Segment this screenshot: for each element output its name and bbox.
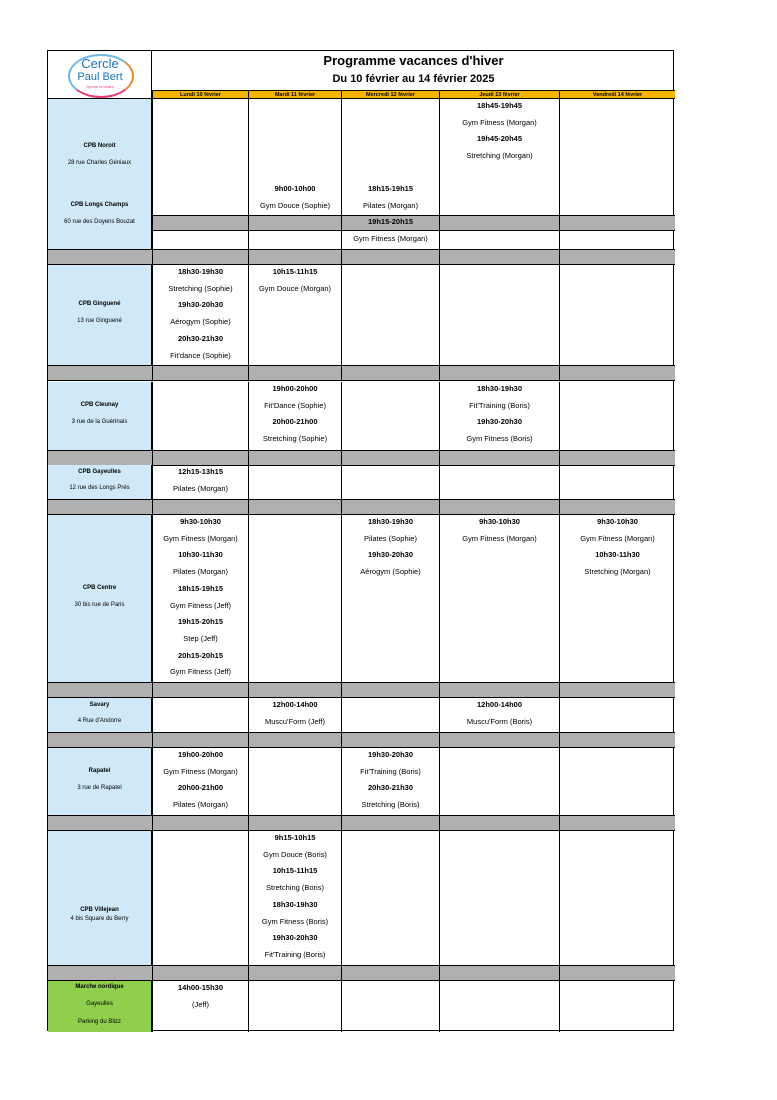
session-activity: Aérogym (Sophie) — [170, 317, 231, 327]
schedule-cell — [248, 748, 341, 815]
session-activity: Muscu'Form (Jeff) — [264, 716, 326, 726]
session-activity: Muscu'Form (Boris) — [466, 716, 533, 726]
session-activity: Pilates (Morgan) — [172, 483, 229, 493]
session-activity: Fit'Training (Boris) — [360, 766, 421, 776]
session-time: 9h30-10h30 — [597, 517, 638, 526]
location-address: 4 bis Square du Berry — [70, 916, 129, 923]
session-time: 18h30-19h30 — [476, 384, 523, 393]
location-name: CPB Villejean — [80, 907, 119, 914]
schedule-cell — [341, 698, 439, 732]
session-activity: Step (Jeff) — [183, 633, 218, 643]
session-time: 19h15-20h15 — [367, 217, 414, 227]
day-header: Mardi 11 février — [248, 90, 341, 99]
session-activity: Fit'dance (Sophie) — [170, 350, 231, 360]
session-activity: Stretching (Morgan) — [466, 151, 533, 161]
day-header: Jeudi 13 février — [439, 90, 559, 99]
location-name: CPB Gayeulles — [78, 469, 121, 475]
block-separator — [48, 682, 675, 698]
session-time: 19h30-20h30 — [367, 550, 414, 560]
location-name: Rapatel — [88, 767, 111, 774]
location-label — [48, 698, 152, 732]
schedule-cell — [152, 265, 248, 365]
session-time: 18h30-19h30 — [272, 899, 318, 909]
session-time: 19h00-20h00 — [272, 384, 318, 393]
schedule-cell — [559, 981, 675, 1032]
schedule-cell — [439, 182, 559, 249]
session-time: 19h00-20h00 — [177, 750, 224, 759]
schedule-cell — [439, 465, 559, 499]
session-activity: Gym Fitness (Morgan) — [353, 234, 428, 244]
location-address: 13 rue Ginguené — [77, 318, 122, 324]
session-activity: Gym Fitness (Morgan) — [462, 533, 537, 543]
session-time: 19h15-20h15 — [177, 617, 224, 627]
schedule-cell — [341, 382, 439, 450]
location-label — [48, 831, 152, 965]
session-activity: Stretching (Boris) — [361, 800, 420, 810]
session-time: 19h30-20h30 — [177, 300, 224, 310]
location-address: 60 rue des Doyens Bouzat — [64, 218, 135, 225]
location-address: 4 Rue d'Andorre — [77, 718, 122, 724]
schedule-cell — [341, 748, 439, 815]
location-name: CPB Cleunay — [80, 402, 119, 408]
schedule-cell — [152, 698, 248, 732]
schedule-cell — [248, 465, 341, 499]
session-time: 9h15-10h15 — [274, 833, 316, 842]
location-address: 3 rue de la Guérinais — [71, 419, 128, 425]
logo-text-line1: Cercle — [81, 56, 119, 71]
schedule-cell — [341, 831, 439, 965]
schedule-cell — [248, 515, 341, 682]
session-activity: Aérogym (Sophie) — [360, 567, 421, 577]
session-time: 10h30-11h30 — [178, 550, 223, 560]
session-time: 19h30-20h30 — [476, 417, 523, 427]
session-time: 18h30-19h30 — [177, 267, 224, 276]
session-time: 19h30-20h30 — [272, 933, 318, 943]
session-time: 18h45-19h45 — [476, 101, 523, 110]
session-time: 12h00-14h00 — [476, 700, 523, 709]
schedule-cell — [439, 265, 559, 365]
block-separator — [48, 249, 675, 265]
location-label — [48, 182, 152, 249]
session-activity: Gym Fitness (Boris) — [466, 434, 533, 444]
session-time: 20h00-21h00 — [272, 417, 318, 427]
location-label — [48, 382, 152, 450]
schedule-cell — [559, 465, 675, 499]
session-time: 10h30-11h30 — [595, 550, 640, 560]
day-header: Mercredi 12 février — [341, 90, 439, 99]
schedule-cell — [439, 515, 559, 682]
location-label — [48, 748, 152, 815]
schedule-cell — [559, 265, 675, 365]
schedule-cell — [439, 981, 559, 1032]
location-name: Marche nordique — [75, 984, 124, 990]
schedule-cell — [152, 515, 248, 682]
schedule-cell — [559, 515, 675, 682]
session-activity: Fit'Dance (Sophie) — [264, 400, 326, 410]
session-time: 19h45-20h45 — [476, 134, 523, 144]
session-activity: Stretching (Boris) — [266, 883, 324, 893]
session-activity: Pilates (Morgan) — [172, 567, 229, 577]
schedule-cell — [341, 515, 439, 682]
schedule-cell — [341, 182, 439, 249]
schedule-cell — [439, 748, 559, 815]
session-time: 20h30-21h30 — [177, 333, 224, 343]
session-activity: Gym Douce (Morgan) — [258, 283, 332, 293]
session-activity: (Jeff) — [192, 999, 209, 1009]
schedule-cell — [439, 831, 559, 965]
session-activity: Gym Fitness (Boris) — [261, 916, 329, 926]
session-activity: Gym Fitness (Morgan) — [163, 533, 238, 543]
schedule-cell — [248, 981, 341, 1032]
session-activity: Gym Fitness (Morgan) — [580, 533, 655, 543]
session-activity: Gym Douce (Sophie) — [259, 200, 331, 210]
location-address: 3 rue de Rapatel — [77, 784, 122, 791]
session-activity: Gym Fitness (Morgan) — [462, 117, 537, 127]
schedule-cell — [559, 382, 675, 450]
session-time: 18h15-19h15 — [367, 184, 414, 193]
block-separator — [48, 365, 675, 381]
schedule-cell — [439, 382, 559, 450]
session-time: 20h15-20h15 — [177, 650, 224, 660]
session-time: 18h15-19h15 — [177, 583, 224, 593]
location-name: CPB Ginguené — [78, 301, 121, 307]
session-activity: Gym Douce (Boris) — [263, 849, 327, 859]
session-activity: Fit'Training (Boris) — [264, 949, 326, 959]
logo-text-line2: Paul Bert — [77, 71, 123, 83]
schedule-sheet — [47, 50, 674, 1031]
logo-tagline: Sports et loisirs — [86, 84, 114, 89]
session-activity: Fit'Training (Boris) — [469, 400, 530, 410]
page-title: Programme vacances d'hiver — [323, 53, 504, 68]
schedule-cell — [559, 748, 675, 815]
schedule-cell — [152, 981, 248, 1032]
schedule-cell — [152, 748, 248, 815]
session-activity: Gym Fitness (Jeff) — [169, 667, 232, 677]
location-name: CPB Noroit — [83, 143, 116, 149]
session-time: 19h30-20h30 — [367, 750, 414, 759]
schedule-cell — [559, 831, 675, 965]
block-separator — [48, 815, 675, 831]
block-separator — [48, 965, 675, 981]
block-separator — [48, 732, 675, 748]
club-logo — [48, 51, 152, 99]
schedule-cell — [341, 265, 439, 365]
location-label — [48, 981, 152, 1032]
location-label — [48, 515, 152, 682]
schedule-cell — [248, 182, 341, 249]
schedule-cell — [248, 265, 341, 365]
schedule-cell — [341, 465, 439, 499]
session-time: 18h30-19h30 — [367, 517, 414, 526]
location-label — [48, 465, 152, 499]
session-activity: Stretching (Morgan) — [584, 567, 651, 577]
page-subtitle: Du 10 février au 14 février 2025 — [332, 73, 495, 85]
session-time: 20h00-21h00 — [177, 783, 224, 793]
location-label — [48, 265, 152, 365]
session-time: 12h15-13h15 — [177, 467, 224, 476]
session-time: 20h30-21h30 — [367, 783, 414, 793]
schedule-cell — [152, 182, 248, 249]
location-address: 12 rue des Longs Prés — [69, 485, 130, 491]
block-separator — [48, 499, 675, 515]
location-name: Savary — [89, 702, 110, 708]
session-time: 9h30-10h30 — [180, 517, 221, 526]
session-time: 10h15-11h15 — [272, 267, 318, 276]
session-activity: Gym Fitness (Morgan) — [163, 766, 238, 776]
location-name: CPB Longs Champs — [70, 201, 129, 208]
session-activity: Pilates (Sophie) — [364, 533, 417, 543]
location-address-2: Parking du Blizz — [77, 1019, 122, 1025]
location-name: CPB Centre — [82, 584, 117, 591]
session-activity: Stretching (Sophie) — [262, 434, 328, 444]
day-header: Vendredi 14 février — [559, 90, 675, 99]
block-separator — [48, 450, 675, 466]
schedule-cell — [559, 698, 675, 732]
session-activity: Gym Fitness (Jeff) — [169, 600, 232, 610]
schedule-cell — [248, 698, 341, 732]
session-activity: Stretching (Sophie) — [168, 283, 233, 293]
session-time: 9h30-10h30 — [479, 517, 520, 526]
session-time: 12h00-14h00 — [272, 700, 318, 709]
schedule-cell — [341, 981, 439, 1032]
schedule-cell — [248, 831, 341, 965]
schedule-cell — [152, 382, 248, 450]
location-address: Gayeulles — [86, 1001, 113, 1007]
schedule-cell — [559, 182, 675, 249]
session-activity: Pilates (Morgan) — [362, 200, 419, 210]
location-address: 30 bis rue de Paris — [74, 601, 125, 608]
session-activity: Pilates (Morgan) — [172, 800, 229, 810]
day-header: Lundi 10 février — [152, 90, 248, 99]
schedule-cell — [248, 382, 341, 450]
session-time: 9h00-10h00 — [274, 184, 316, 193]
location-address: 28 rue Charles Géniaux — [67, 160, 132, 166]
schedule-cell — [152, 831, 248, 965]
session-time: 14h00-15h30 — [177, 983, 224, 992]
schedule-cell — [439, 698, 559, 732]
session-time: 10h15-11h15 — [272, 866, 318, 876]
schedule-cell — [152, 465, 248, 499]
